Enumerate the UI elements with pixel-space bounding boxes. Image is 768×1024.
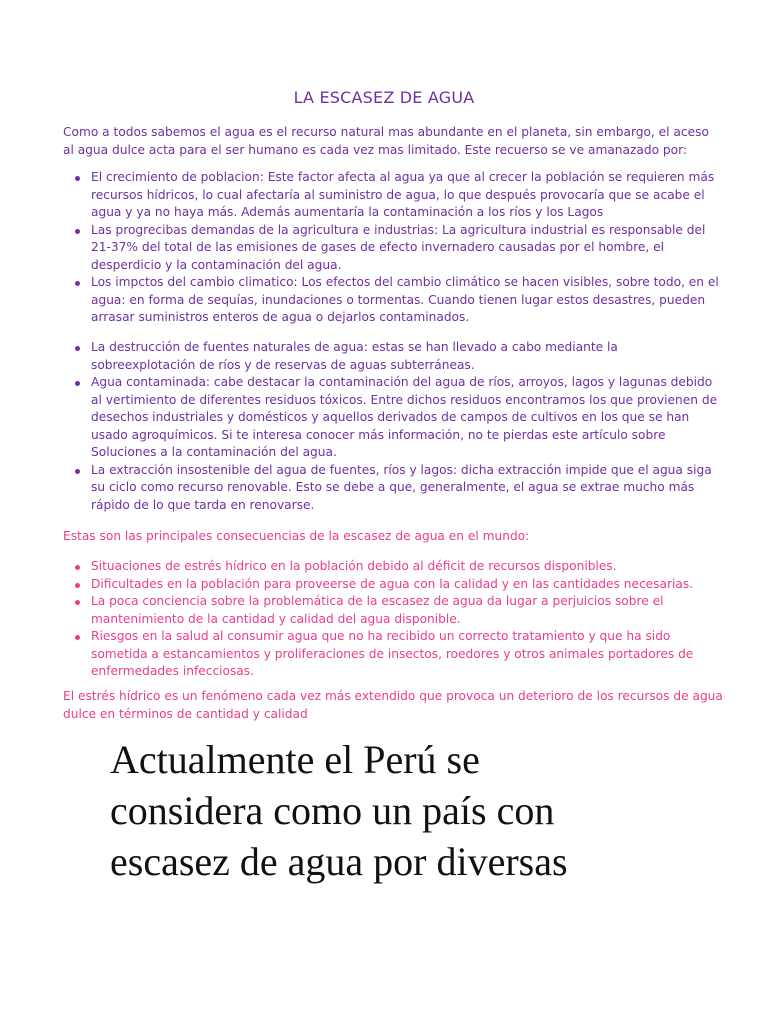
item-text: Los efectos del cambio climático se hacen visibles, sobre todo, en el agua: en forma de sequías, inundaciones o tormentas. Cuando tienen lugar estos desastres, pueden arrasar suministros enteros de agua o dejarlos contaminados.: [91, 275, 719, 324]
list-item: [74, 374, 724, 462]
bullet-icon: [75, 381, 80, 386]
item-text: Situaciones de estrés hídrico en la población debido al déficit de recursos disponibles.: [91, 559, 617, 573]
list-item: [74, 274, 724, 327]
bullet-icon: [75, 635, 80, 640]
large-statement: Actualmente el Perú se considera como un país con escasez de agua por diversas: [110, 737, 568, 884]
list-item: [74, 576, 724, 594]
bullet-icon: [75, 600, 80, 605]
intro-paragraph: Como a todos sabemos el agua es el recurso natural mas abundante en el planeta, sin embargo, el aceso al agua dulce acta para el ser humano es cada vez mas limitado. Este recuerso se ve amanazado por:: [63, 125, 709, 157]
item-heading: El crecimiento de poblacion:: [91, 170, 264, 184]
item-text: Dificultades en la población para proveerse de agua con la calidad y en las cantidades necesarias.: [91, 576, 694, 591]
bullet-icon: [75, 346, 80, 351]
closing-paragraph: El estrés hídrico es un fenómeno cada vez más extendido que provoca un deterioro de los recursos de agua dulce en términos de cantidad y calidad: [63, 689, 723, 721]
list-item: [74, 593, 724, 628]
item-heading: La extracción insostenible del agua de fuentes, ríos y lagos:: [91, 462, 458, 477]
item-heading: Los impctos del cambio climatico:: [91, 275, 298, 289]
bullet-icon: [75, 565, 80, 570]
bullet-icon: [75, 176, 80, 181]
item-text: La agricultura industrial es responsable del 21-37% del total de las emisiones de gases de efecto invernadero causadas por el hombre, el desperdicio y la contaminación del agua.: [91, 222, 706, 272]
item-text: Riesgos en la salud al consumir agua que no ha recibido un correcto tratamiento y que ha sido sometida a estancamientos y proliferaciones de insectos, roedores y otros animales portadores de enfermedades infecciosas.: [91, 629, 694, 678]
item-heading: La destrucción de fuentes naturales de agua:: [91, 340, 368, 354]
item-text: dicha extracción impide que el agua siga su ciclo como recurso renovable. Esto se debe a que, generalmente, el agua se extrae mucho más rápido de lo que tarda en renovarse.: [91, 462, 712, 512]
consequences-list: [74, 558, 724, 681]
item-heading: Agua contaminada:: [91, 375, 211, 389]
item-text: estas se han llevado a cabo mediante la sobreexplotación de ríos y de reservas de aguas subterráneas.: [91, 340, 618, 372]
item-text: La poca conciencia sobre la problemática de la escasez de agua da lugar a perjuicios sobre el mantenimiento de la cantidad y calidad del agua disponible.: [91, 594, 664, 626]
list-item: [74, 558, 724, 576]
bullet-icon: [75, 583, 80, 588]
consequences-intro: Estas son las principales consecuencias de la escasez de agua en el mundo:: [63, 529, 530, 543]
page-title: LA ESCASEZ DE AGUA: [293, 88, 475, 107]
causes-list-1: [74, 169, 724, 327]
bullet-icon: [75, 469, 80, 474]
list-item: [74, 462, 724, 515]
bullet-icon: [75, 229, 80, 234]
bullet-icon: [75, 281, 80, 286]
causes-list-2: [74, 339, 724, 514]
item-text: Este factor afecta al agua ya que al crecer la población se requieren más recursos hídricos, lo cual afectaría al suministro de agua, lo que después provocaría que se acabe el agua y ya no haya más. Además aumentaría la contaminación a los ríos y los Lagos: [91, 170, 715, 219]
list-item: [74, 169, 724, 222]
item-text: cabe destacar la contaminación del agua de ríos, arroyos, lagos y lagunas debido al vertimiento de diferentes residuos tóxicos. Entre dichos residuos encontramos los que provienen de desechos industriales y domésticos y aquellos derivados de campos de cultivos en los que se han usado agroquímicos. Si te interesa conocer más información, no te pierdas este artículo sobre Soluciones a la contaminación del agua.: [91, 375, 718, 459]
item-heading: Las progrecibas demandas de la agricultura e industrias:: [91, 222, 439, 237]
list-item: [74, 339, 724, 374]
list-item: [74, 222, 724, 275]
list-item: [74, 628, 724, 681]
